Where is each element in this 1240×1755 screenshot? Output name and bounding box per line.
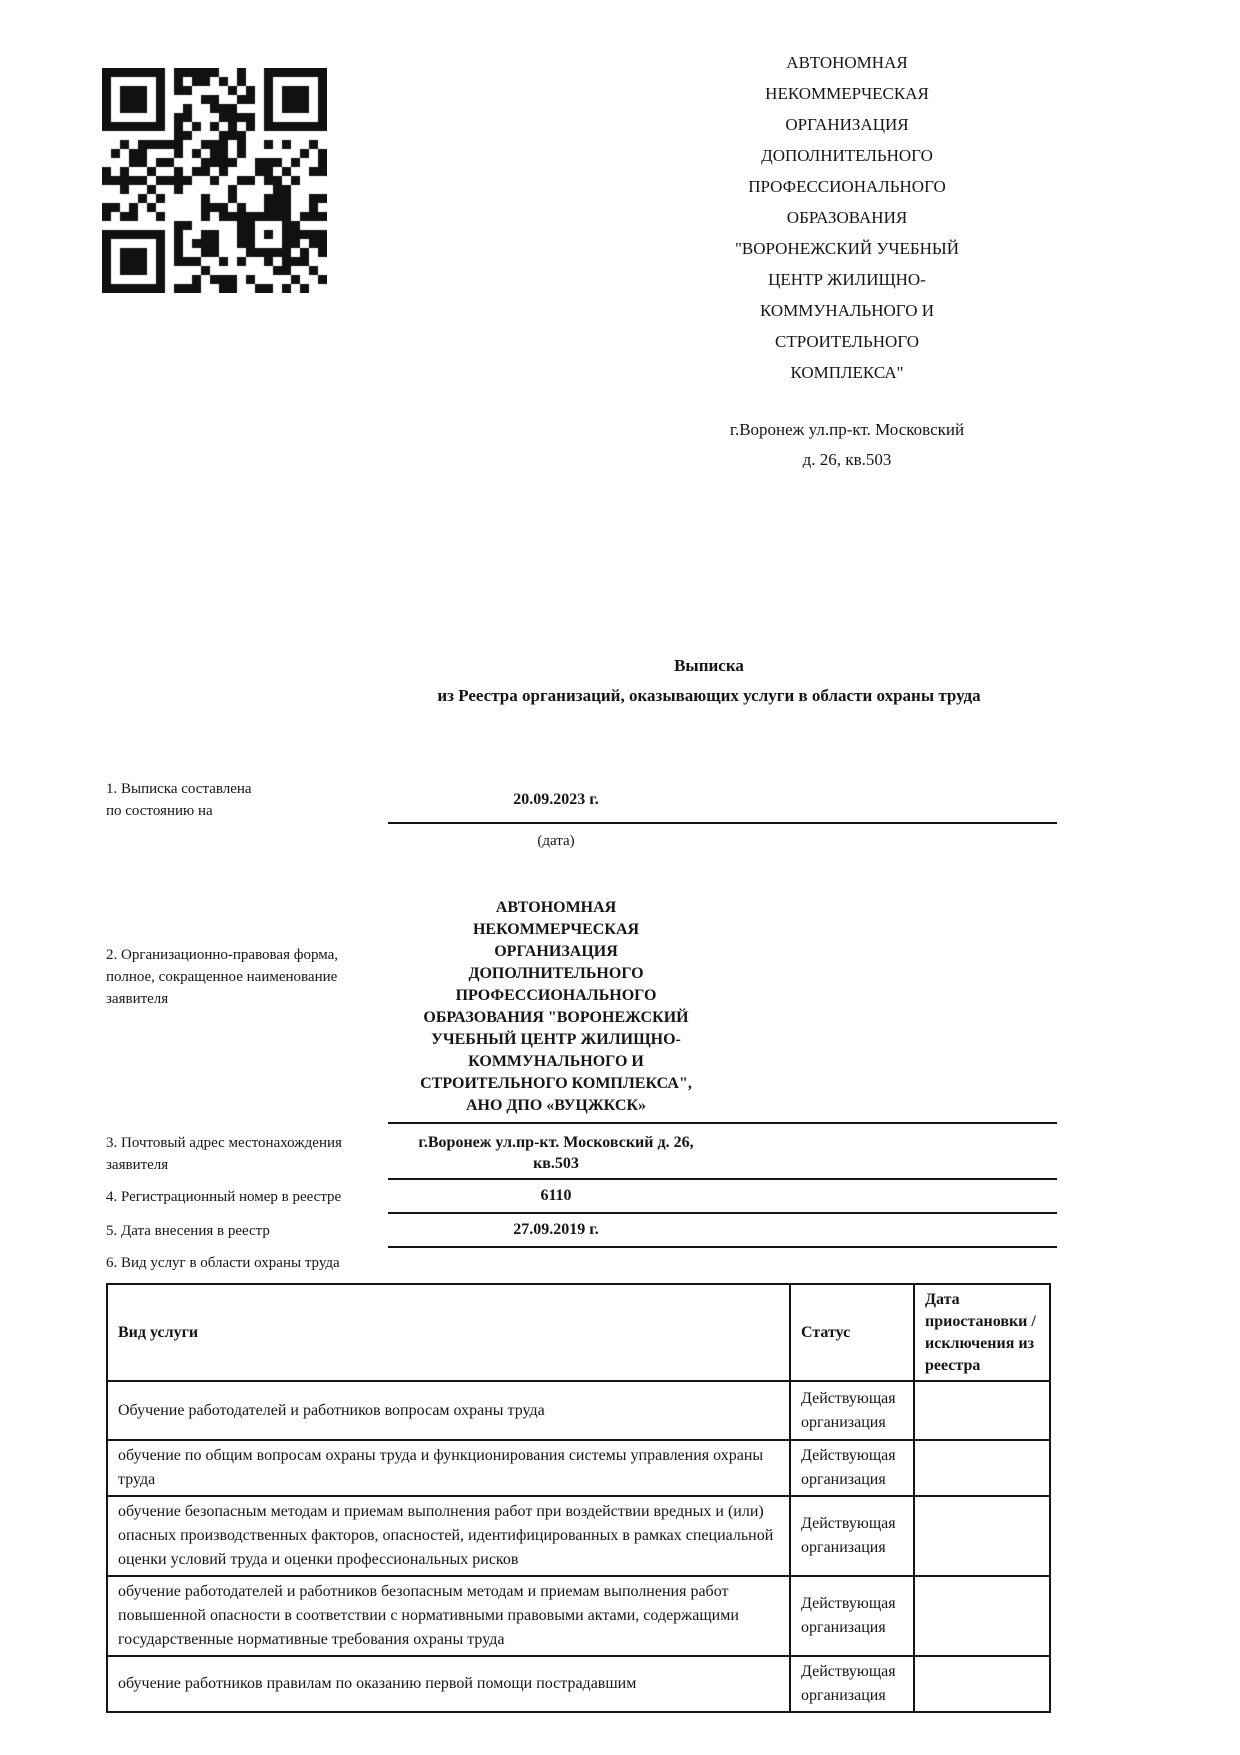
table-row: [107, 1496, 1050, 1576]
status-cell: Действующая организация: [790, 1381, 914, 1440]
status-cell: Действующая организация: [790, 1576, 914, 1656]
service-cell: Обучение работодателей и работников вопросам охраны труда: [107, 1381, 790, 1440]
table-row: [107, 1576, 1050, 1656]
qr-code: [102, 68, 327, 293]
field-4-value-reg-number: 6110: [540, 1187, 572, 1204]
table-row: [107, 1381, 1050, 1440]
service-cell: обучение по общим вопросам охраны труда и функционирования системы управления охраны труда: [107, 1440, 790, 1496]
date-cell: [914, 1656, 1050, 1712]
service-cell: обучение работодателей и работников безопасным методам и приемам выполнения работ повышенной опасности в соответствии с нормативными правовыми актами, содержащими государственные нормативные требования охраны труда: [107, 1576, 790, 1656]
table-row: [107, 1440, 1050, 1496]
status-cell: Действующая организация: [790, 1656, 914, 1712]
field-1-label: 1. Выписка составлена по состоянию на: [106, 781, 252, 819]
status-cell: Действующая организация: [790, 1440, 914, 1496]
field-2-underline: [388, 1122, 1057, 1124]
document-title-block: [369, 651, 1049, 711]
date-cell: [914, 1576, 1050, 1656]
field-4-underline: [388, 1212, 1057, 1214]
status-cell: Действующая организация: [790, 1496, 914, 1576]
field-1-caption: (дата): [537, 833, 575, 849]
date-cell: [914, 1381, 1050, 1440]
column-header-status: Статус: [790, 1284, 914, 1381]
service-cell: обучение безопасным методам и приемам выполнения работ при воздействии вредных и (или) опасных производственных факторов, опасностей, идентифицированных в рамках специальной оценки условий труда и оценки профессиональных рисков: [107, 1496, 790, 1576]
table-row: [107, 1656, 1050, 1712]
document-title: Выписка: [674, 656, 744, 675]
date-cell: [914, 1496, 1050, 1576]
service-cell: обучение работников правилам по оказанию первой помощи пострадавшим: [107, 1656, 790, 1712]
table-header-row: [107, 1284, 1050, 1381]
field-6-label: 6. Вид услуг в области охраны труда: [106, 1255, 340, 1271]
field-1-value-date: 20.09.2023 г.: [513, 791, 599, 808]
field-5-underline: [388, 1246, 1057, 1248]
date-cell: [914, 1440, 1050, 1496]
field-3-label: 3. Почтовый адрес местонахождения заявителя: [106, 1135, 342, 1173]
column-header-suspension-date: Дата приостановки / исключения из реестра: [914, 1284, 1050, 1381]
field-3-underline: [388, 1178, 1057, 1180]
field-3-value-address: г.Воронеж ул.пр-кт. Московский д. 26, кв.503: [418, 1134, 694, 1172]
document-subtitle: из Реестра организаций, оказывающих услуги в области охраны труда: [437, 686, 981, 705]
field-5-value-entry-date: 27.09.2019 г.: [513, 1221, 599, 1238]
field-5-label: 5. Дата внесения в реестр: [106, 1223, 270, 1239]
letterhead-address: г.Воронеж ул.пр-кт. Московский д. 26, кв.503: [729, 420, 965, 469]
field-2-label: 2. Организационно-правовая форма, полное, сокращенное наименование заявителя: [106, 947, 339, 1007]
field-1-underline: [388, 822, 1057, 824]
column-header-service: Вид услуги: [107, 1284, 790, 1381]
services-table: [106, 1283, 1051, 1713]
field-2-value-org-name: АВТОНОМНАЯ НЕКОММЕРЧЕСКАЯ ОРГАНИЗАЦИЯ ДОПОЛНИТЕЛЬНОГО ПРОФЕССИОНАЛЬНОГО ОБРАЗОВАНИЯ "ВОРОНЕЖСКИЙ УЧЕБНЫЙ ЦЕНТР ЖИЛИЩНО- КОММУНАЛЬНОГО И СТРОИТЕЛЬНОГО КОМПЛЕКСА", АНО ДПО «ВУЦЖКСК»: [420, 899, 692, 1114]
letterhead-org-name: АВТОНОМНАЯ НЕКОММЕРЧЕСКАЯ ОРГАНИЗАЦИЯ ДОПОЛНИТЕЛЬНОГО ПРОФЕССИОНАЛЬНОГО ОБРАЗОВАНИЯ "ВОРОНЕЖСКИЙ УЧЕБНЫЙ ЦЕНТР ЖИЛИЩНО- КОММУНАЛЬНОГО И СТРОИТЕЛЬНОГО КОМПЛЕКСА": [734, 53, 960, 382]
field-4-label: 4. Регистрационный номер в реестре: [106, 1189, 342, 1205]
